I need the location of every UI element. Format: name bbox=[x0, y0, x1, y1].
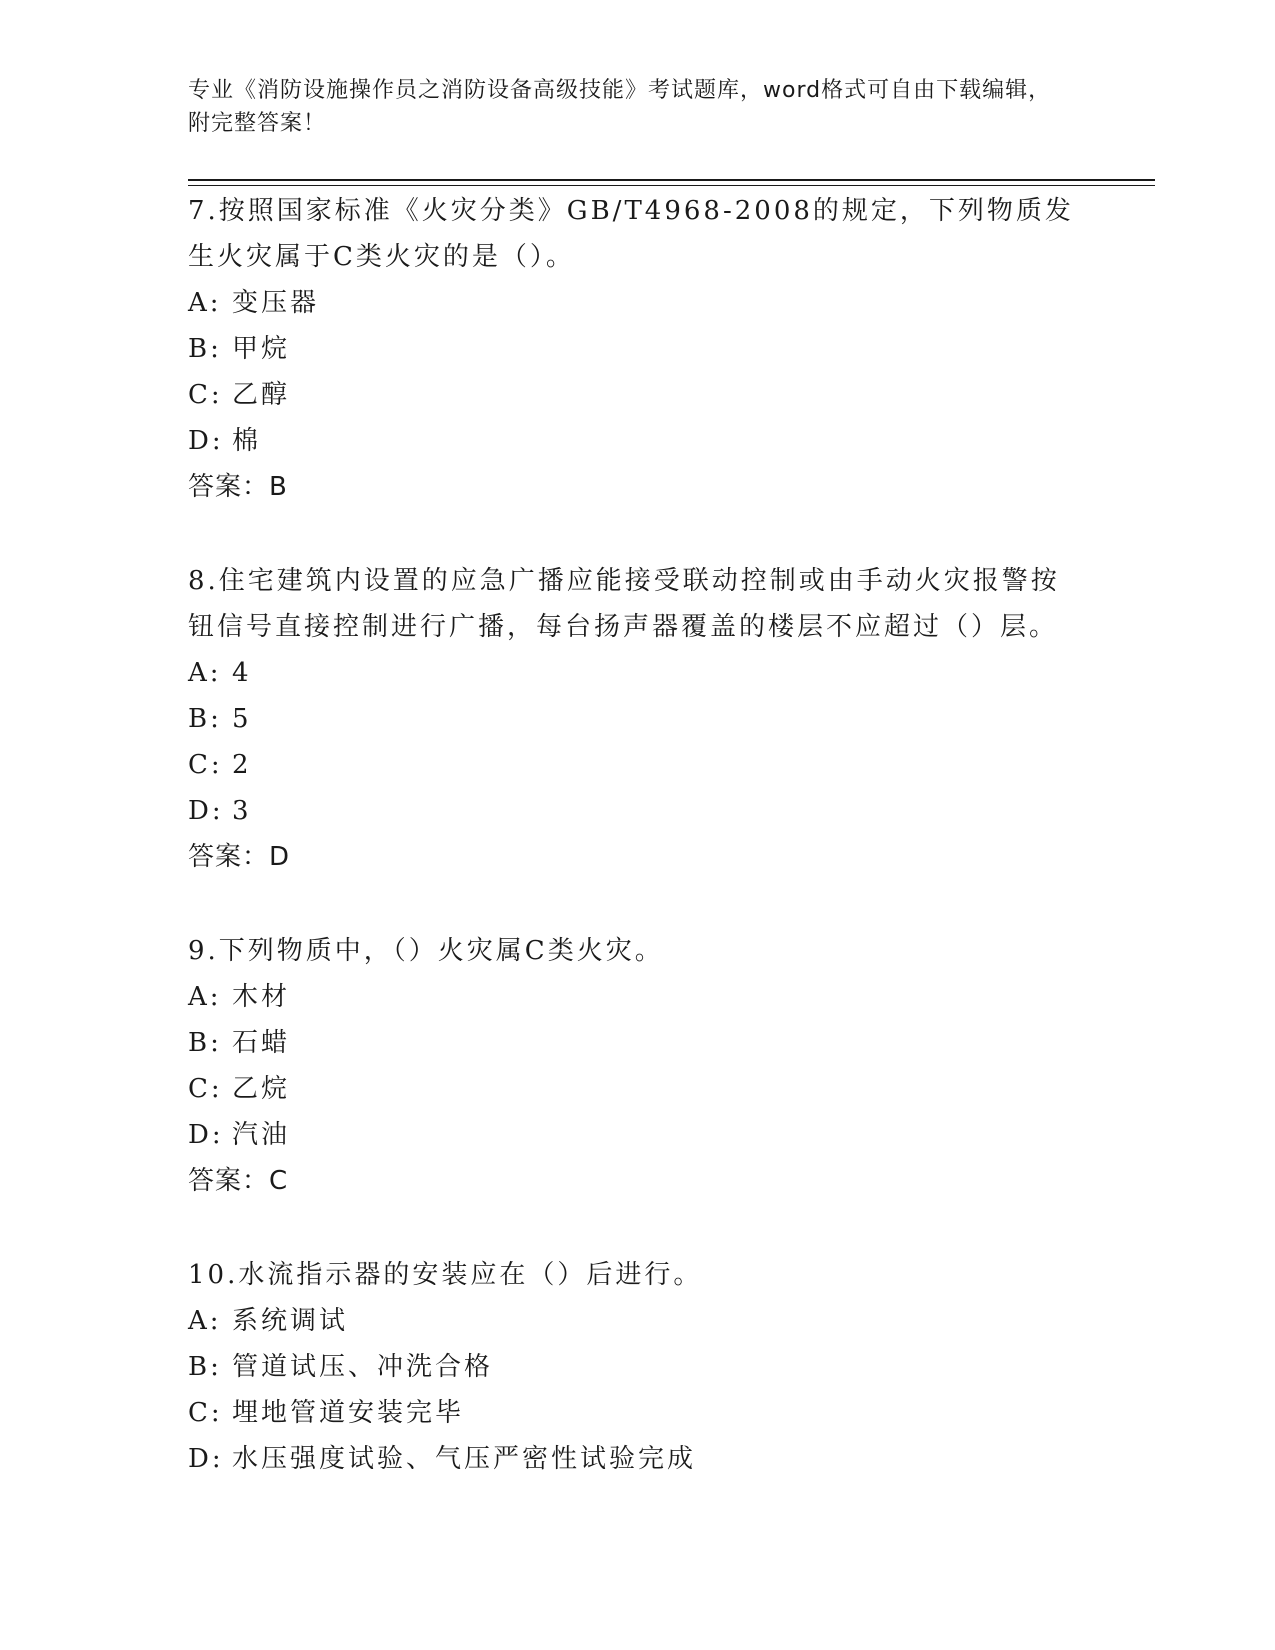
question-text: 9.下列物质中，（）火灾属C类火灾。 bbox=[188, 936, 664, 966]
option-text: 乙醇 bbox=[232, 380, 291, 410]
option-a bbox=[188, 1298, 1088, 1344]
option-text: 汽油 bbox=[232, 1120, 291, 1150]
question-7 bbox=[188, 188, 1088, 510]
option-text: 石蜡 bbox=[232, 1028, 291, 1058]
option-letter: A: bbox=[188, 982, 222, 1012]
option-d bbox=[188, 788, 1088, 834]
document-header: 专业《消防设施操作员之消防设备高级技能》考试题库，word格式可自由下载编辑，附完整答案！ bbox=[188, 78, 1052, 136]
option-text: 3 bbox=[232, 796, 252, 826]
option-d bbox=[188, 1112, 1088, 1158]
question-9 bbox=[188, 928, 1088, 1204]
answer-line: 答案：C bbox=[188, 1166, 289, 1196]
option-letter: C: bbox=[188, 750, 223, 780]
option-text: 2 bbox=[232, 750, 252, 780]
answer-line: 答案：B bbox=[188, 472, 288, 502]
option-b bbox=[188, 1344, 1088, 1390]
option-c bbox=[188, 742, 1088, 788]
option-text: 甲烷 bbox=[232, 334, 291, 364]
question-spacer bbox=[188, 510, 1088, 558]
question-spacer bbox=[188, 1204, 1088, 1252]
option-letter: B: bbox=[188, 1028, 222, 1058]
option-letter: C: bbox=[188, 380, 223, 410]
option-letter: C: bbox=[188, 1398, 223, 1428]
answer-line: 答案：D bbox=[188, 842, 291, 872]
option-c bbox=[188, 1066, 1088, 1112]
question-8 bbox=[188, 558, 1088, 880]
option-letter: B: bbox=[188, 704, 222, 734]
option-c bbox=[188, 1390, 1088, 1436]
question-text: 8.住宅建筑内设置的应急广播应能接受联动控制或由手动火灾报警按钮信号直接控制进行广播，每台扬声器覆盖的楼层不应超过（）层。 bbox=[188, 566, 1060, 642]
option-text: 水压强度试验、气压严密性试验完成 bbox=[232, 1444, 697, 1474]
option-text: 乙烷 bbox=[232, 1074, 291, 1104]
option-letter: B: bbox=[188, 1352, 222, 1382]
option-text: 4 bbox=[232, 658, 252, 688]
question-list bbox=[188, 188, 1088, 1482]
option-d bbox=[188, 418, 1088, 464]
option-text: 埋地管道安装完毕 bbox=[232, 1398, 465, 1428]
option-letter: D: bbox=[188, 426, 224, 456]
option-b bbox=[188, 326, 1088, 372]
option-b bbox=[188, 696, 1088, 742]
option-c bbox=[188, 372, 1088, 418]
option-letter: B: bbox=[188, 334, 222, 364]
question-spacer bbox=[188, 880, 1088, 928]
option-text: 变压器 bbox=[232, 288, 320, 318]
option-letter: D: bbox=[188, 1120, 224, 1150]
option-text: 棉 bbox=[232, 426, 262, 456]
option-a bbox=[188, 650, 1088, 696]
option-letter: A: bbox=[188, 658, 222, 688]
option-b bbox=[188, 1020, 1088, 1066]
question-text: 10.水流指示器的安装应在（）后进行。 bbox=[188, 1260, 703, 1290]
option-text: 5 bbox=[232, 704, 252, 734]
option-letter: D: bbox=[188, 796, 224, 826]
option-a bbox=[188, 280, 1088, 326]
option-a bbox=[188, 974, 1088, 1020]
option-text: 系统调试 bbox=[232, 1306, 349, 1336]
option-d bbox=[188, 1436, 1088, 1482]
header-rule-thick bbox=[188, 179, 1155, 181]
option-letter: A: bbox=[188, 1306, 222, 1336]
question-10 bbox=[188, 1252, 1088, 1482]
option-text: 木材 bbox=[232, 982, 291, 1012]
question-text: 7.按照国家标准《火灾分类》GB/T4968-2008的规定，下列物质发生火灾属于C类火灾的是（）。 bbox=[188, 196, 1074, 272]
header-rule-thin bbox=[188, 185, 1155, 186]
option-text: 管道试压、冲洗合格 bbox=[232, 1352, 494, 1382]
option-letter: A: bbox=[188, 288, 222, 318]
option-letter: C: bbox=[188, 1074, 223, 1104]
option-letter: D: bbox=[188, 1444, 224, 1474]
